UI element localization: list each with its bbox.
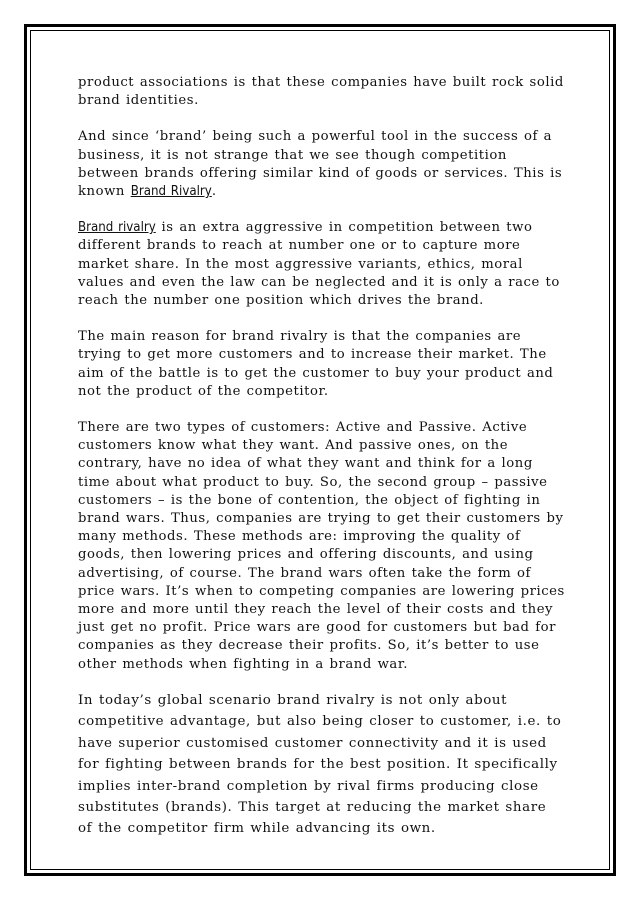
brand-rivalry-term-link[interactable]: Brand rivalry (78, 220, 156, 236)
paragraph-3 (78, 219, 566, 310)
paragraph-2 (78, 128, 566, 201)
paragraph-3-text: is an extra aggressive in competition between two different brands to reach at number one or to capture more market share. In the most aggressive variants, ethics, moral values and even the law can be neglected and it is only a race to reach the number one position which drives the brand. (78, 220, 560, 309)
paragraph-4: The main reason for brand rivalry is that the companies are trying to get more customers and to increase their market. The aim of the battle is to get the customer to buy your product and not the product of the competitor. (78, 329, 554, 399)
paragraph-6: In today’s global scenario brand rivalry is not only about competitive advantage, but also being closer to customer, i.e. to have superior customised customer connectivity and it is used for fighting between brands for the best position. It specifically implies inter-brand completion by rival firms producing close substitutes (brands). This target at reducing the market share of the competitor firm while advancing its own. (78, 692, 562, 837)
document-body (78, 74, 566, 858)
paragraph-5: There are two types of customers: Active and Passive. Active customers know what they want. And passive ones, on the contrary, have no idea of what they want and think for a long time about what product to buy. So, the second group – passive customers – is the bone of contention, the object of fighting in brand wars. Thus, companies are trying to get their customers by many methods. These methods are: improving the quality of goods, then lowering prices and offering discounts, and using advertising, of course. The brand wars often take the form of price wars. It’s when to competing companies are lowering prices more and more until they reach the level of their costs and they just get no profit. Price wars are good for customers but bad for companies as they decrease their profits. So, it’s better to use other methods when fighting in a brand war. (78, 420, 565, 672)
brand-rivalry-link[interactable]: Brand Rivalry (130, 184, 212, 200)
paragraph-2-text: And since ‘brand’ being such a powerful tool in the success of a business, it is not strange that we see though competition between brands offering similar kind of goods or services. This is known (78, 129, 563, 200)
paragraph-1: product associations is that these companies have built rock solid brand identities. (78, 75, 564, 109)
paragraph-2-end: . (211, 184, 217, 200)
